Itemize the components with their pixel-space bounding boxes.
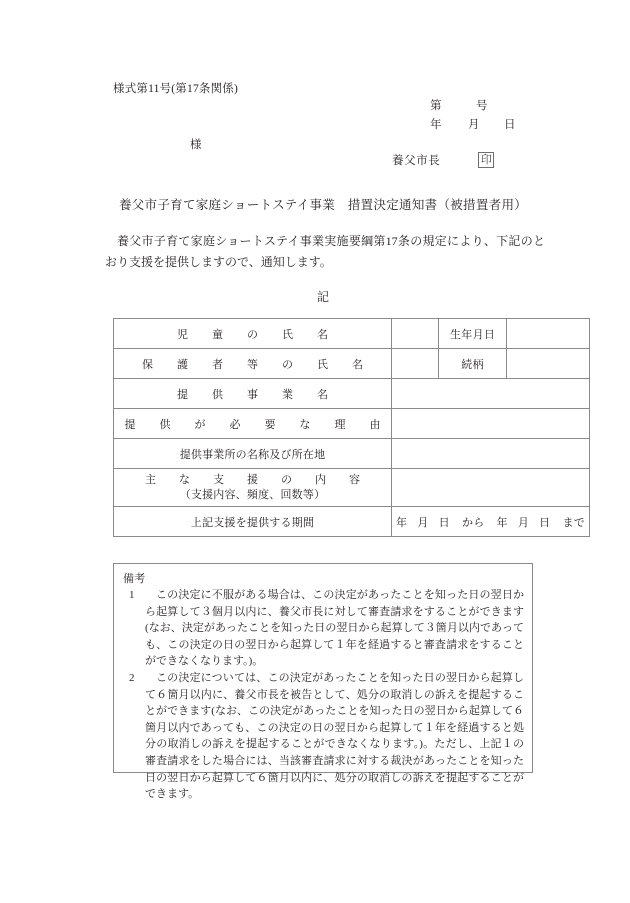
row-value-service-name[interactable] xyxy=(392,379,590,409)
addressee-honorific: 様 xyxy=(190,139,202,151)
period-from-year: 年 xyxy=(396,516,408,529)
row-value-support-content[interactable] xyxy=(392,469,590,507)
date-year-label: 年 xyxy=(430,119,442,131)
date-month-label: 月 xyxy=(468,119,480,131)
body-paragraph: 養父市子育て家庭ショートステイ事業実施要綱第17条の規定により、下記のとおり支援を提供しますので、通知します。 xyxy=(105,234,545,269)
table-row xyxy=(114,349,590,379)
document-date-row xyxy=(430,116,538,135)
row-value-birthdate[interactable] xyxy=(507,319,590,349)
row-label-support-content xyxy=(114,469,392,507)
document-number-row xyxy=(430,97,538,116)
period-to-month: 月 xyxy=(517,516,530,529)
document-number-unit: 号 xyxy=(476,100,488,112)
placement-details-table xyxy=(113,318,590,537)
remark-text-2: この決定については、この決定があったことを知った日の翌日から起算して６箇月以内に、養父市長を被告として、処分の取消しの訴えを提起することができます(なお、この決定があったことを知った日の翌日から起算して６箇月以内であっても、この決定の日の翌日から起算して１年を経過すると処分の取消しの訴えを提起することができなくなります。)。ただし、上記１の審査請求をした場合には、当該審査請求に対する裁決があったことを知った日の翌日から起算して６箇月以内に、処分の取消しの訴えを提起することができます。 xyxy=(145,671,524,801)
issuer-block xyxy=(392,152,494,168)
row-label-guardian-name: 保 護 者 等 の 氏 名 xyxy=(114,349,392,379)
period-suffix: まで xyxy=(562,516,586,529)
row-label-support-content-line2: （支援内容、頻度、回数等） xyxy=(179,488,326,501)
document-number-date-block xyxy=(430,97,538,135)
remarks-box xyxy=(113,563,533,801)
document-title: 養父市子育て家庭ショートステイ事業 措置決定通知書（被措置者用） xyxy=(118,198,528,212)
table-row xyxy=(114,469,590,507)
row-value-facility[interactable] xyxy=(392,439,590,469)
table-row xyxy=(114,409,590,439)
remark-text-1: この決定に不服がある場合は、この決定があったことを知った日の翌日から起算して３個月以内に、養父市長に対して審査請求をすることができます(なお、決定があったことを知った日の翌日から起算して３箇月以内であっても、この決定の日の翌日から起算して１年を経過すると審査請求をすることができなくなります。)。 xyxy=(145,589,524,668)
row-value-relationship[interactable] xyxy=(507,349,590,379)
table-row xyxy=(114,439,590,469)
document-number-label: 第 xyxy=(430,100,442,112)
row-label-service-name: 提 供 事 業 名 xyxy=(114,379,392,409)
row-label-birthdate: 生年月日 xyxy=(439,319,507,349)
period-to-year: 年 xyxy=(496,516,508,529)
remarks-title: 備考 xyxy=(123,573,146,585)
list-item xyxy=(123,670,524,803)
row-value-reason[interactable] xyxy=(392,409,590,439)
list-item xyxy=(123,587,524,670)
issuer-name: 養父市長 xyxy=(392,155,441,167)
row-value-period[interactable] xyxy=(392,507,590,537)
ki-marker: 記 xyxy=(316,290,329,304)
table-row xyxy=(114,379,590,409)
row-value-guardian-name[interactable] xyxy=(392,349,439,379)
table-row xyxy=(114,507,590,537)
row-label-facility: 提供事業所の名称及び所在地 xyxy=(114,439,392,469)
seal-icon: 印 xyxy=(478,152,494,168)
remark-number-2: 2 xyxy=(129,671,135,684)
row-value-child-name[interactable] xyxy=(392,319,439,349)
period-connector: から xyxy=(461,516,485,529)
remark-number-1: 1 xyxy=(129,589,135,601)
row-label-child-name: 児 童 の 氏 名 xyxy=(114,319,392,349)
date-day-label: 日 xyxy=(504,119,516,131)
form-number: 様式第11号(第17条関係) xyxy=(113,83,239,95)
table-row xyxy=(114,319,590,349)
row-label-reason: 提 供 が 必 要 な 理 由 xyxy=(114,409,392,439)
period-from-month: 月 xyxy=(417,516,429,529)
period-to-day: 日 xyxy=(539,516,551,529)
row-label-period: 上記支援を提供する期間 xyxy=(114,507,392,537)
row-label-support-content-line1: 主 な 支 援 の 内 容 xyxy=(145,473,366,486)
period-from-day: 日 xyxy=(438,516,450,529)
row-label-relationship: 続柄 xyxy=(439,349,507,379)
